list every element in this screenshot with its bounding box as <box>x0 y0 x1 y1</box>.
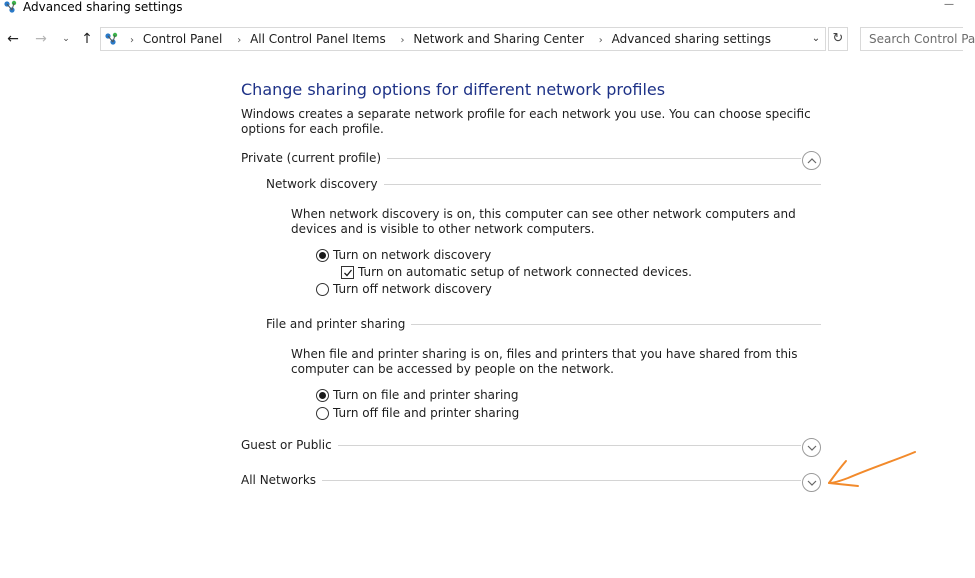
auto-setup-option[interactable] <box>341 264 741 280</box>
breadcrumb-advanced-sharing[interactable]: Advanced sharing settings <box>611 32 772 46</box>
file-printer-sharing-header <box>266 316 821 332</box>
expand-all-networks-button[interactable] <box>802 473 821 492</box>
chevron-down-icon[interactable]: ⌄ <box>811 33 821 44</box>
chevron-right-icon: › <box>237 35 242 46</box>
private-profile-label: Private (current profile) <box>241 150 387 166</box>
turn-on-discovery-radio[interactable] <box>316 249 329 262</box>
turn-off-discovery-label[interactable]: Turn off network discovery <box>333 282 492 296</box>
turn-off-discovery-option[interactable] <box>316 281 616 297</box>
private-profile-header[interactable] <box>241 150 821 166</box>
network-discovery-header <box>266 176 821 192</box>
chevron-up-icon <box>807 157 817 165</box>
file-printer-sharing-heading: File and printer sharing <box>266 316 411 332</box>
expand-guest-button[interactable] <box>802 438 821 457</box>
minimize-button[interactable]: — <box>944 0 954 10</box>
breadcrumb-control-panel[interactable]: Control Panel <box>142 32 223 46</box>
chevron-right-icon: › <box>130 35 134 46</box>
turn-on-sharing-radio[interactable] <box>316 389 329 402</box>
all-networks-label: All Networks <box>241 472 322 488</box>
turn-off-sharing-label[interactable]: Turn off file and printer sharing <box>333 406 520 420</box>
breadcrumb-network-sharing-center[interactable]: Network and Sharing Center <box>413 32 584 46</box>
breadcrumb-all-items[interactable]: All Control Panel Items <box>250 32 386 46</box>
divider <box>313 480 801 481</box>
divider <box>361 158 801 159</box>
turn-off-discovery-radio[interactable] <box>316 283 329 296</box>
chevron-right-icon: › <box>598 35 603 46</box>
page-title: Change sharing options for different network profiles <box>241 80 666 99</box>
turn-on-discovery-label[interactable]: Turn on network discovery <box>333 248 492 262</box>
chevron-down-icon <box>807 444 817 452</box>
collapse-private-button[interactable] <box>802 151 821 170</box>
up-button[interactable]: ↑ <box>81 31 93 47</box>
file-printer-sharing-description: When file and printer sharing is on, files and printers that you have shared from this computer can be accessed by people on the network. <box>291 347 798 376</box>
forward-button[interactable]: → <box>35 31 47 47</box>
network-discovery-description: When network discovery is on, this computer can see other network computers and devices and is visible to other network computers. <box>291 207 796 236</box>
arrow-annotation-icon <box>826 448 918 490</box>
network-icon <box>104 31 120 47</box>
auto-setup-label[interactable]: Turn on automatic setup of network connected devices. <box>358 265 692 279</box>
breadcrumb <box>125 28 777 50</box>
chevron-down-icon <box>807 479 817 487</box>
navigation-bar <box>0 26 975 52</box>
auto-setup-checkbox[interactable] <box>341 266 354 279</box>
turn-on-sharing-label[interactable]: Turn on file and printer sharing <box>333 388 519 402</box>
title-bar <box>0 0 963 18</box>
address-bar[interactable] <box>100 27 826 51</box>
network-discovery-heading: Network discovery <box>266 176 384 192</box>
divider <box>371 184 821 185</box>
turn-off-sharing-option[interactable] <box>316 405 616 421</box>
window-title: Advanced sharing settings <box>23 0 183 14</box>
search-input[interactable]: Search Control Pa <box>860 27 963 51</box>
intro-text: Windows creates a separate network profile for each network you use. You can choose specific options for each profile. <box>241 107 811 136</box>
guest-public-profile-header[interactable] <box>241 437 821 453</box>
refresh-button[interactable]: ↻ <box>828 27 848 51</box>
network-icon <box>3 0 19 14</box>
checkmark-icon <box>343 268 353 278</box>
turn-off-sharing-radio[interactable] <box>316 407 329 420</box>
turn-on-discovery-option[interactable] <box>316 247 616 263</box>
divider <box>325 445 801 446</box>
divider <box>391 324 821 325</box>
all-networks-profile-header[interactable] <box>241 472 821 488</box>
chevron-right-icon: › <box>400 35 405 46</box>
turn-on-sharing-option[interactable] <box>316 387 616 403</box>
recent-locations-button[interactable]: ⌄ <box>62 34 70 44</box>
back-button[interactable]: ← <box>7 31 19 47</box>
guest-public-label: Guest or Public <box>241 437 338 453</box>
